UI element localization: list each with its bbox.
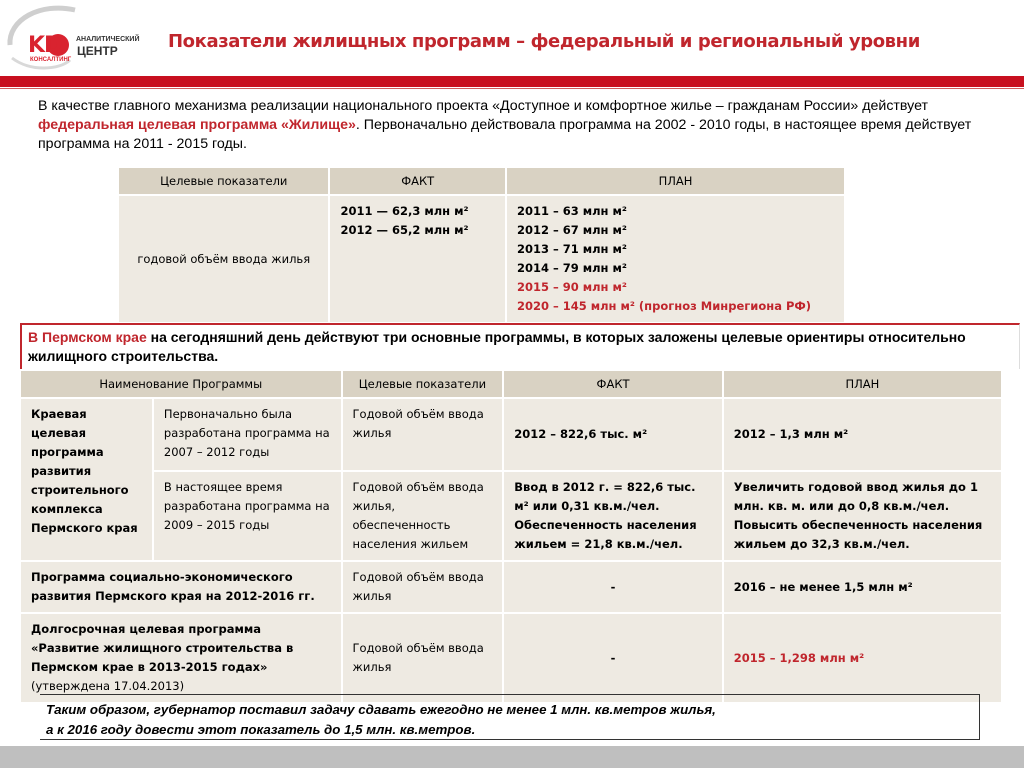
- logo-line2: ЦЕНТР: [77, 44, 118, 58]
- intro-paragraph: [38, 97, 998, 154]
- federal-header-indicators: Целевые показатели: [118, 167, 329, 195]
- regional-header-name: Наименование Программы: [20, 370, 342, 398]
- table-row: [20, 398, 1002, 471]
- logo-subtitle: КОНСАЛТИНГ: [30, 57, 72, 63]
- perm-highlight: В Пермском крае: [28, 329, 147, 345]
- program1-indicator-a: Годовой объём ввода жилья: [342, 398, 504, 471]
- regional-header-fact: ФАКТ: [503, 370, 723, 398]
- table-row: [20, 613, 1002, 703]
- intro-text-2: . Первоначально действовала программа на 2002 - 2010 годы, в настоящее время действует программа на 2011 - 2015 годы.: [38, 117, 972, 152]
- summary-line2: а к 2016 году довести этот показатель до 1,5 млн. кв.метров.: [46, 722, 476, 737]
- federal-fact-2012: 2012 — 65,2 млн м²: [340, 223, 469, 237]
- federal-fact-2011: 2011 — 62,3 млн м²: [340, 204, 469, 218]
- logo-line1: АНАЛИТИЧЕСКИЙ: [76, 36, 140, 43]
- header-divider: [0, 88, 1024, 89]
- regional-header-plan: ПЛАН: [723, 370, 1002, 398]
- program2-name: Программа социально-экономического развития Пермского края на 2012-2016 гг.: [20, 561, 342, 613]
- summary-line1: Таким образом, губернатор поставил задачу сдавать ежегодно не менее 1 млн. кв.метров жилья,: [46, 702, 716, 717]
- program1-period-b: В настоящее время разработана программа на 2009 – 2015 годы: [153, 471, 342, 561]
- federal-fact-cell: [329, 195, 505, 323]
- summary-box: [40, 694, 980, 740]
- program2-indicator: Годовой объём ввода жилья: [342, 561, 504, 613]
- regional-header-indicators: Целевые показатели: [342, 370, 504, 398]
- program1-plan-a: 2012 – 1,3 млн м²: [723, 398, 1002, 471]
- header-red-bar: [0, 76, 1024, 87]
- federal-header-fact: ФАКТ: [329, 167, 505, 195]
- federal-plan-2013: 2013 – 71 млн м²: [516, 242, 627, 256]
- program1-fact-b: Ввод в 2012 г. = 822,6 тыс. м² или 0,31 кв.м./чел. Обеспеченность населения жильем = 21,8 кв.м./чел.: [503, 471, 723, 561]
- program3-indicator: Годовой объём ввода жилья: [342, 613, 504, 703]
- intro-highlight: федеральная целевая программа «Жилище»: [38, 117, 356, 133]
- intro-text-1: В качестве главного механизма реализации национального проекта «Доступное и комфортное жилье – гражданам России» действует: [38, 98, 928, 114]
- program3-fact: -: [503, 613, 723, 703]
- company-logo: [0, 0, 140, 72]
- federal-plan-2015: 2015 – 90 млн м²: [516, 280, 627, 294]
- program1-fact-a: 2012 – 822,6 тыс. м²: [503, 398, 723, 471]
- program3-plan: 2015 – 1,298 млн м²: [723, 613, 1002, 703]
- perm-text: на сегодняшний день действуют три основные программы, в которых заложены целевые ориентиры относительно жилищного строительства.: [28, 329, 966, 364]
- program2-fact: -: [503, 561, 723, 613]
- program3-name-cell: [20, 613, 342, 703]
- program3-name: Долгосрочная целевая программа «Развитие жилищного строительства в Пермском крае в 2013-2015 годах»: [31, 622, 294, 674]
- footer-bar: [0, 746, 1024, 768]
- table-row: [20, 471, 1002, 561]
- federal-plan-2020: 2020 – 145 млн м² (прогноз Минрегиона РФ): [516, 299, 812, 313]
- regional-table: [19, 369, 1003, 704]
- federal-table: [117, 166, 846, 324]
- program2-plan: 2016 – не менее 1,5 млн м²: [723, 561, 1002, 613]
- federal-plan-cell: [506, 195, 845, 323]
- program1-period-a: Первоначально была разработана программа на 2007 – 2012 годы: [153, 398, 342, 471]
- federal-plan-2014: 2014 – 79 млн м²: [516, 261, 627, 275]
- program3-note: (утверждена 17.04.2013): [31, 679, 185, 693]
- program1-indicator-b: Годовой объём ввода жилья, обеспеченность населения жильем: [342, 471, 504, 561]
- federal-header-plan: ПЛАН: [506, 167, 845, 195]
- perm-intro: [20, 323, 1020, 369]
- logo-mark: KD: [28, 33, 62, 58]
- federal-plan-2012: 2012 – 67 млн м²: [516, 223, 627, 237]
- page-title: Показатели жилищных программ – федеральный и региональный уровни: [168, 31, 920, 52]
- federal-indicator-cell: годовой объём ввода жилья: [118, 195, 329, 323]
- table-row: [20, 561, 1002, 613]
- program1-plan-b: Увеличить годовой ввод жилья до 1 млн. кв. м. или до 0,8 кв.м./чел. Повысить обеспеченность населения жильем до 32,3 кв.м./чел.: [723, 471, 1002, 561]
- program1-name: Краевая целевая программа развития строительного комплекса Пермского края: [20, 398, 153, 561]
- federal-plan-2011: 2011 – 63 млн м²: [516, 204, 627, 218]
